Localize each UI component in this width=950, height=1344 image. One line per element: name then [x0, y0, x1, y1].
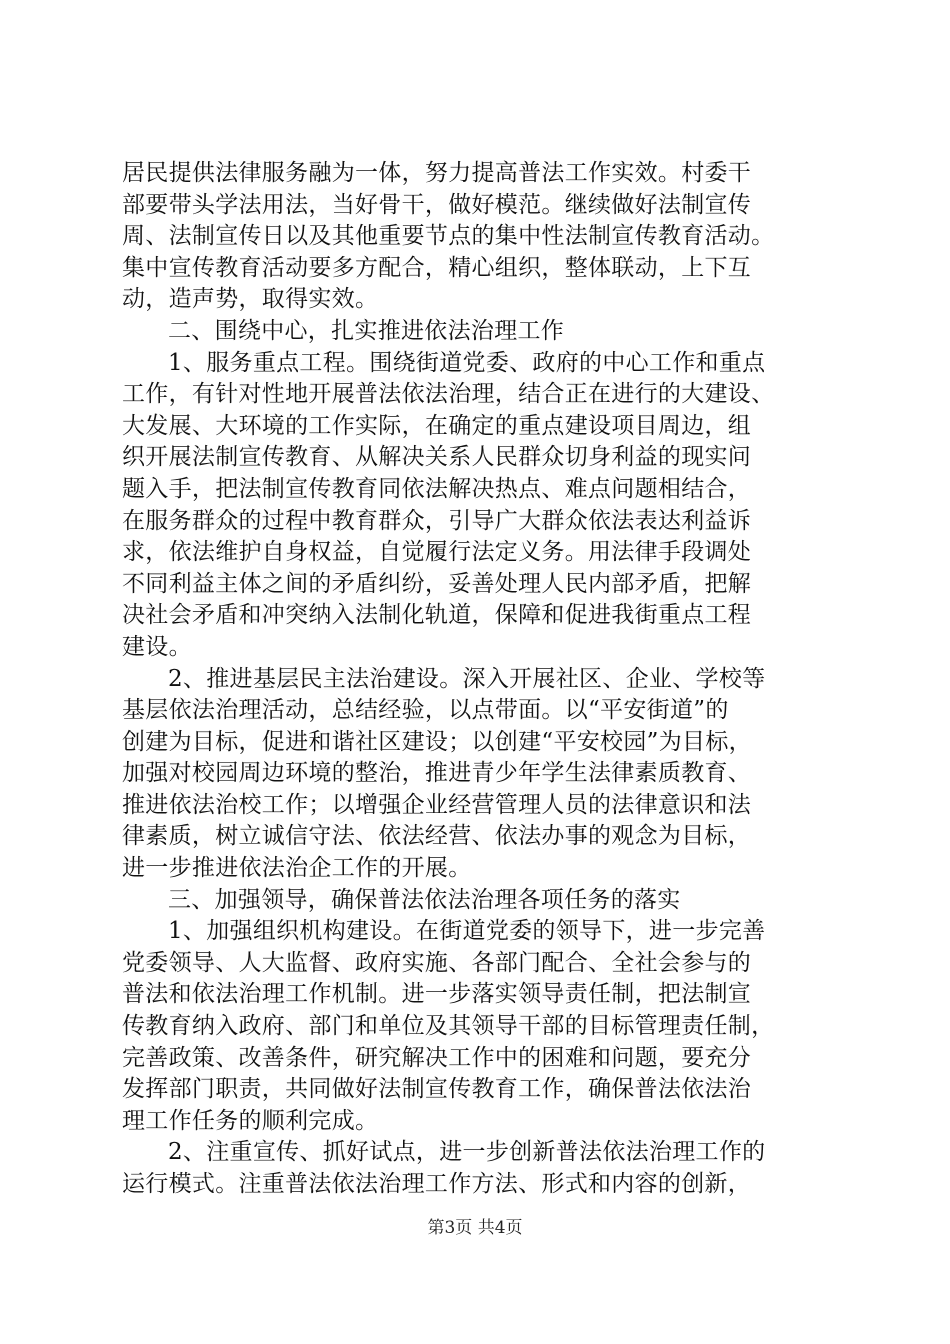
- text-line: 周、法制宣传日以及其他重要节点的集中性法制宣传教育活动。: [122, 223, 775, 250]
- text-line: 在服务群众的过程中教育群众，引导广大群众依法表达利益诉: [122, 507, 752, 534]
- page-number-footer: 第3页 共4页: [427, 1218, 523, 1238]
- text-line: 推进依法治校工作；以增强企业经营管理人员的法律意识和法: [122, 791, 752, 818]
- text-line: 织开展法制宣传教育、从解决关系人民群众切身利益的现实问: [122, 444, 752, 471]
- text-line: 决社会矛盾和冲突纳入法制化轨道，保障和促进我街重点工程: [122, 602, 752, 629]
- text-line: 进一步推进依法治企工作的开展。: [122, 855, 472, 882]
- text-line: 2、注重宣传、抓好试点，进一步创新普法依法治理工作的: [168, 1139, 766, 1166]
- text-line: 运行模式。注重普法依法治理工作方法、形式和内容的创新，: [122, 1171, 752, 1197]
- text-line: 完善政策、改善条件，研究解决工作中的困难和问题，要充分: [122, 1044, 752, 1071]
- text-line: 创建为目标，促进和谐社区建设；以创建“平安校园”为目标，: [122, 728, 752, 755]
- text-line: 建设。: [122, 633, 192, 660]
- text-line: 二、围绕中心，扎实推进依法治理工作: [168, 317, 565, 344]
- text-line: 律素质，树立诚信守法、依法经营、依法办事的观念为目标，: [122, 823, 752, 850]
- text-line: 三、加强领导，确保普法依法治理各项任务的落实: [168, 886, 681, 913]
- text-line: 发挥部门职责，共同做好法制宣传教育工作，确保普法依法治: [122, 1076, 752, 1103]
- text-line: 居民提供法律服务融为一体，努力提高普法工作实效。村委干: [122, 160, 752, 186]
- text-line: 工作，有针对性地开展普法依法治理，结合正在进行的大建设、: [122, 381, 775, 408]
- text-line: 基层依法治理活动，总结经验，以点带面。以“平安街道”的: [122, 697, 729, 724]
- text-line: 不同利益主体之间的矛盾纠纷，妥善处理人民内部矛盾，把解: [122, 570, 752, 597]
- text-line: 加强对校园周边环境的整治，推进青少年学生法律素质教育、: [122, 760, 752, 787]
- text-line: 2、推进基层民主法治建设。深入开展社区、企业、学校等: [168, 665, 766, 692]
- text-line: 集中宣传教育活动要多方配合，精心组织，整体联动，上下互: [122, 254, 752, 281]
- text-line: 大发展、大环境的工作实际，在确定的重点建设项目周边，组: [122, 412, 752, 439]
- text-line: 普法和依法治理工作机制。进一步落实领导责任制，把法制宣: [122, 981, 752, 1008]
- text-line: 传教育纳入政府、部门和单位及其领导干部的目标管理责任制，: [122, 1013, 775, 1040]
- text-line: 动，造声势，取得实效。: [122, 286, 379, 313]
- text-line: 部要带头学法用法，当好骨干，做好模范。继续做好法制宣传: [122, 191, 752, 218]
- text-line: 1、服务重点工程。围绕街道党委、政府的中心工作和重点: [168, 349, 766, 376]
- text-line: 1、加强组织机构建设。在街道党委的领导下，进一步完善: [168, 918, 766, 945]
- document-body: [122, 158, 834, 1201]
- text-line: 求，依法维护自身权益，自觉履行法定义务。用法律手段调处: [122, 539, 752, 566]
- text-line: 题入手，把法制宣传教育同依法解决热点、难点问题相结合，: [122, 475, 752, 502]
- text-line: 党委领导、人大监督、政府实施、各部门配合、全社会参与的: [122, 949, 752, 976]
- text-line: 理工作任务的顺利完成。: [122, 1107, 379, 1134]
